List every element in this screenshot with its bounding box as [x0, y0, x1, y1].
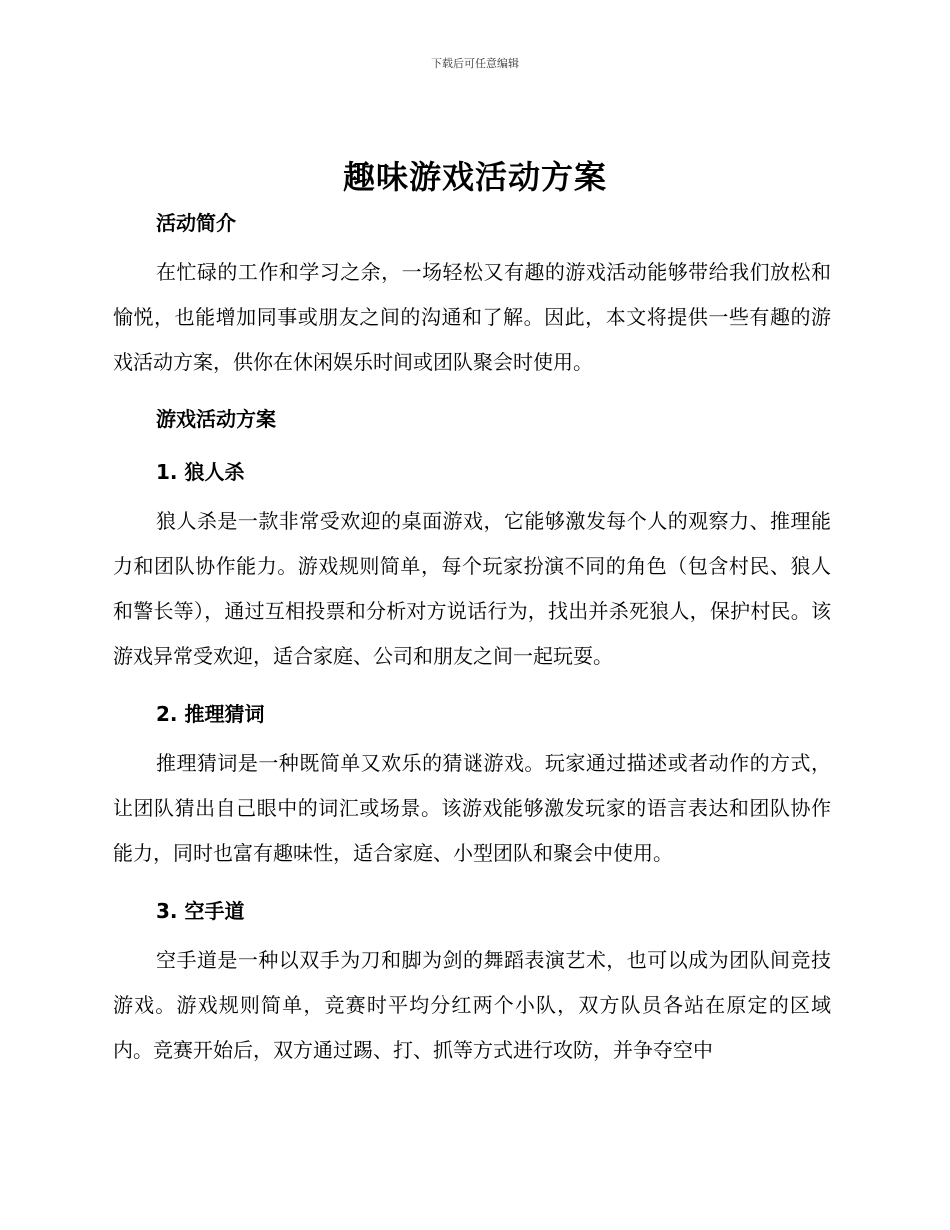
section-heading-intro: 活动简介 — [156, 211, 236, 235]
section-heading-plans: 游戏活动方案 — [156, 407, 276, 431]
section-paragraph-werewolf: 狼人杀是一款非常受欢迎的桌面游戏，它能够激发每个人的观察力、推理能力和团队协作能力。游戏规则简单，每个玩家扮演不同的角色（包含村民、狼人和警长等），通过互相投票和分析对方说话行为，找出并杀死狼人，保护村民。该游戏异常受欢迎，适合家庭、公司和朋友之间一起玩耍。 — [113, 509, 831, 668]
section-paragraph-intro: 在忙碌的工作和学习之余，一场轻松又有趣的游戏活动能够带给我们放松和愉悦，也能增加同事或朋友之间的沟通和了解。因此，本文将提供一些有趣的游戏活动方案，供你在休闲娱乐时间或团队聚会时使用。 — [113, 260, 831, 374]
section-heading-werewolf: 1. 狼人杀 — [156, 460, 245, 484]
section-heading-karate: 3. 空手道 — [156, 899, 245, 923]
section-paragraph-karate: 空手道是一种以双手为刀和脚为剑的舞蹈表演艺术，也可以成为团队间竞技游戏。游戏规则简单，竞赛时平均分红两个小队，双方队员各站在原定的区域内。竞赛开始后，双方通过踢、打、抓等方式进行攻防，并争夺空中 — [113, 948, 831, 1062]
document-body — [113, 204, 831, 1073]
document-title: 趣味游戏活动方案 — [342, 158, 607, 196]
section-paragraph-word-guess: 推理猜词是一种既简单又欢乐的猜谜游戏。玩家通过描述或者动作的方式，让团队猜出自己眼中的词汇或场景。该游戏能够激发玩家的语言表达和团队协作能力，同时也富有趣味性，适合家庭、小型团队和聚会中使用。 — [113, 751, 831, 865]
header-note: 下载后可任意编辑 — [431, 57, 519, 70]
section-heading-word-guess: 2. 推理猜词 — [156, 702, 265, 726]
